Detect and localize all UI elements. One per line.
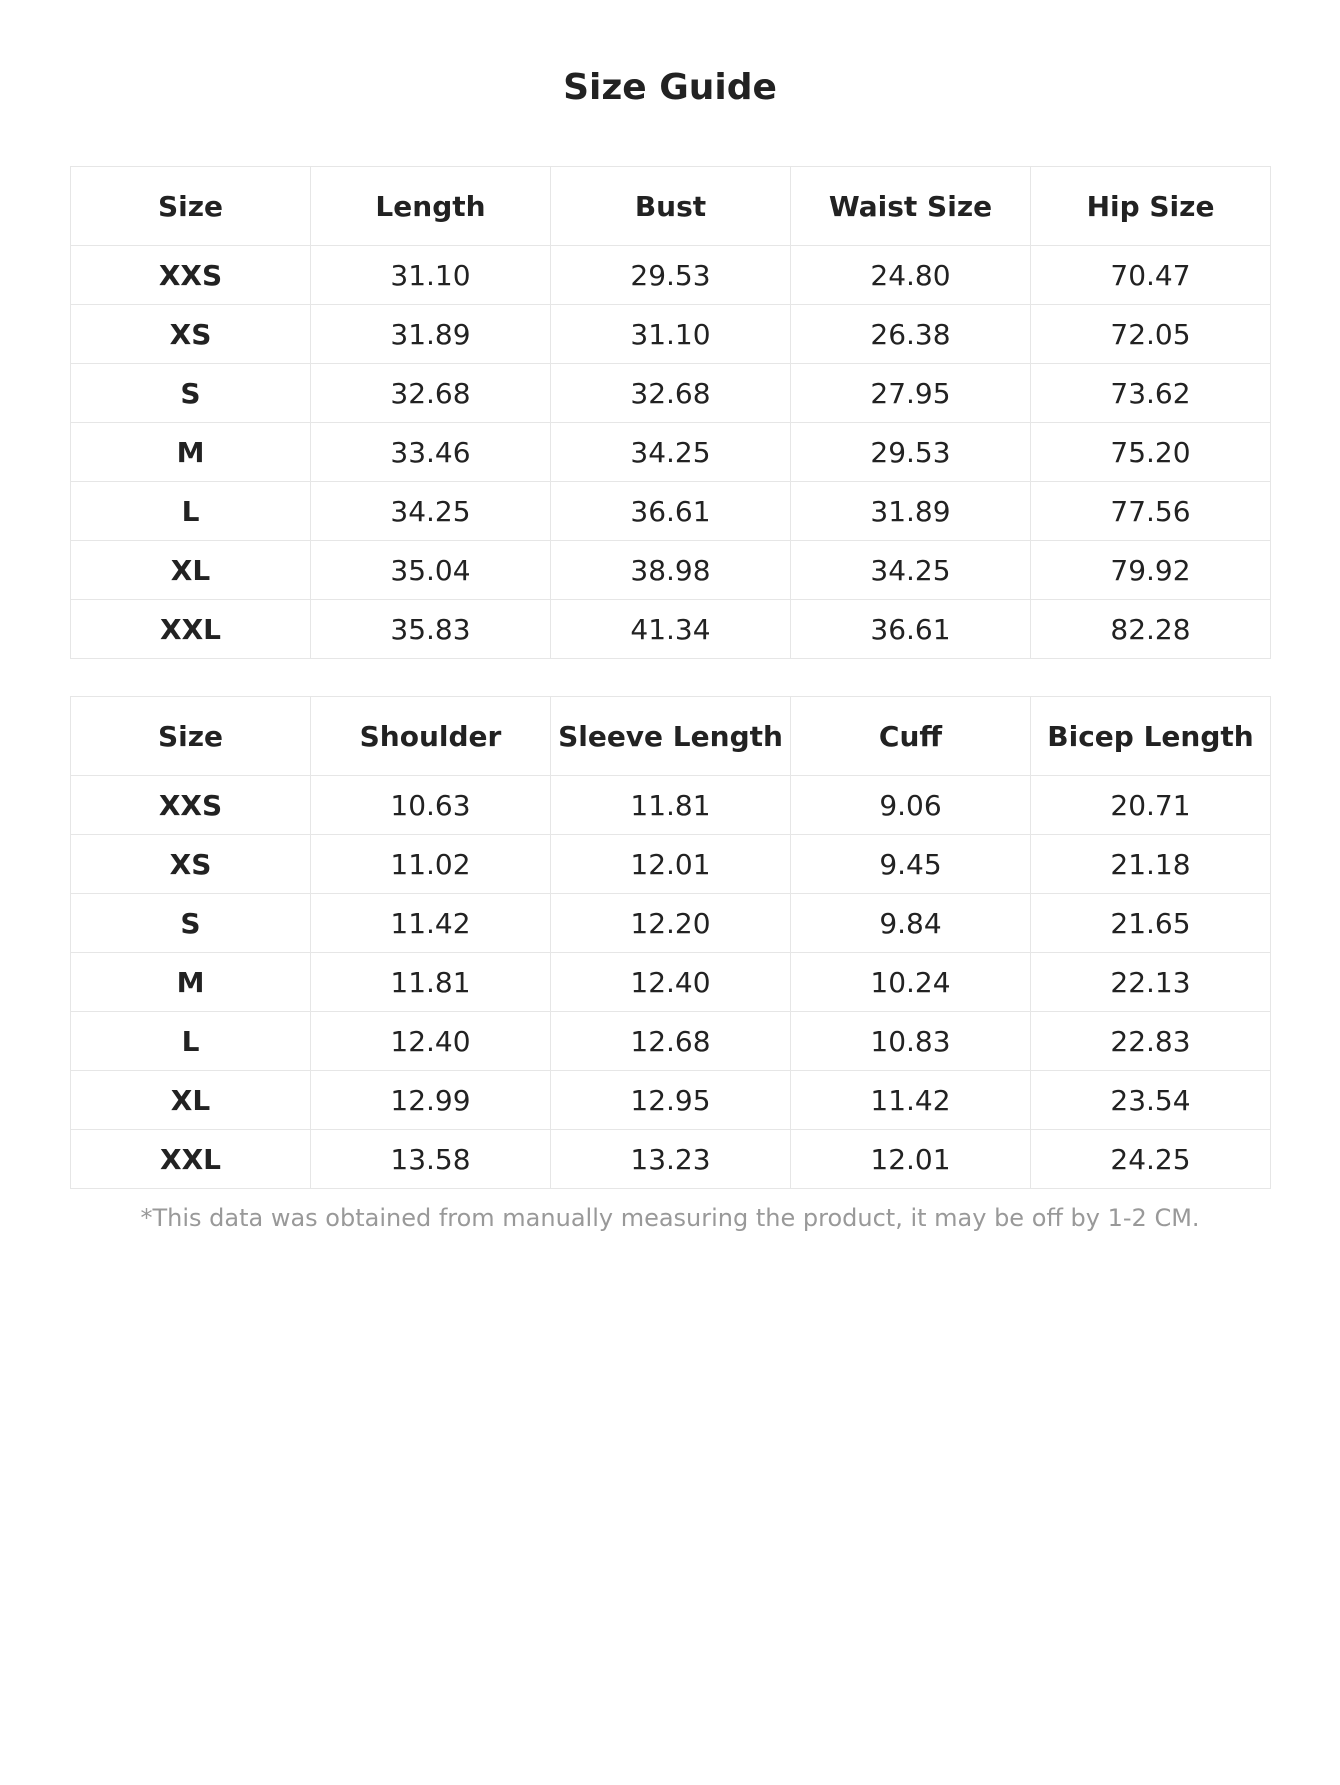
table-header-row <box>71 167 1271 246</box>
measurement-cell: 33.46 <box>311 423 551 482</box>
measurement-cell: 20.71 <box>1031 776 1271 835</box>
column-header: Shoulder <box>311 697 551 776</box>
measurement-cell: 12.01 <box>551 835 791 894</box>
table-row <box>71 364 1271 423</box>
measurement-cell: 34.25 <box>791 541 1031 600</box>
measurement-disclaimer: *This data was obtained from manually measuring the product, it may be off by 1-2 CM. <box>140 1204 1200 1232</box>
size-label-cell: S <box>71 364 311 423</box>
measurement-cell: 41.34 <box>551 600 791 659</box>
measurement-cell: 12.40 <box>311 1012 551 1071</box>
measurement-cell: 22.83 <box>1031 1012 1271 1071</box>
size-label-cell: XXL <box>71 1130 311 1189</box>
table-row <box>71 776 1271 835</box>
measurement-cell: 32.68 <box>311 364 551 423</box>
measurement-cell: 70.47 <box>1031 246 1271 305</box>
measurement-cell: 11.81 <box>311 953 551 1012</box>
measurement-cell: 10.63 <box>311 776 551 835</box>
measurement-cell: 12.01 <box>791 1130 1031 1189</box>
measurement-cell: 35.04 <box>311 541 551 600</box>
column-header: Waist Size <box>791 167 1031 246</box>
measurement-cell: 26.38 <box>791 305 1031 364</box>
size-table-body-measurements <box>70 166 1271 659</box>
column-header: Sleeve Length <box>551 697 791 776</box>
size-label-cell: XS <box>71 835 311 894</box>
measurement-cell: 36.61 <box>551 482 791 541</box>
measurement-cell: 32.68 <box>551 364 791 423</box>
measurement-cell: 75.20 <box>1031 423 1271 482</box>
measurement-cell: 38.98 <box>551 541 791 600</box>
measurement-cell: 12.68 <box>551 1012 791 1071</box>
measurement-cell: 10.83 <box>791 1012 1031 1071</box>
measurement-cell: 9.45 <box>791 835 1031 894</box>
size-label-cell: M <box>71 423 311 482</box>
table-header-row <box>71 697 1271 776</box>
measurement-cell: 11.02 <box>311 835 551 894</box>
size-label-cell: XS <box>71 305 311 364</box>
table-row <box>71 953 1271 1012</box>
measurement-cell: 23.54 <box>1031 1071 1271 1130</box>
table-row <box>71 305 1271 364</box>
measurement-cell: 12.95 <box>551 1071 791 1130</box>
measurement-cell: 9.84 <box>791 894 1031 953</box>
measurement-cell: 73.62 <box>1031 364 1271 423</box>
column-header: Cuff <box>791 697 1031 776</box>
table-row <box>71 541 1271 600</box>
measurement-cell: 13.23 <box>551 1130 791 1189</box>
measurement-cell: 21.65 <box>1031 894 1271 953</box>
measurement-cell: 12.99 <box>311 1071 551 1130</box>
table-row <box>71 1071 1271 1130</box>
measurement-cell: 31.10 <box>311 246 551 305</box>
measurement-cell: 31.10 <box>551 305 791 364</box>
table-row <box>71 423 1271 482</box>
column-header: Hip Size <box>1031 167 1271 246</box>
table-row <box>71 894 1271 953</box>
measurement-cell: 21.18 <box>1031 835 1271 894</box>
measurement-cell: 36.61 <box>791 600 1031 659</box>
measurement-cell: 29.53 <box>791 423 1031 482</box>
measurement-cell: 72.05 <box>1031 305 1271 364</box>
column-header: Bicep Length <box>1031 697 1271 776</box>
column-header: Size <box>71 167 311 246</box>
page-title: Size Guide <box>563 67 777 108</box>
measurement-cell: 11.42 <box>791 1071 1031 1130</box>
measurement-cell: 79.92 <box>1031 541 1271 600</box>
table-row <box>71 835 1271 894</box>
measurement-cell: 31.89 <box>311 305 551 364</box>
size-label-cell: L <box>71 482 311 541</box>
measurement-cell: 22.13 <box>1031 953 1271 1012</box>
table-row <box>71 600 1271 659</box>
measurement-cell: 82.28 <box>1031 600 1271 659</box>
measurement-cell: 77.56 <box>1031 482 1271 541</box>
size-label-cell: XXL <box>71 600 311 659</box>
measurement-cell: 11.81 <box>551 776 791 835</box>
table-row <box>71 246 1271 305</box>
size-table-sleeve-measurements <box>70 696 1271 1189</box>
size-label-cell: XXS <box>71 776 311 835</box>
measurement-cell: 12.20 <box>551 894 791 953</box>
measurement-cell: 9.06 <box>791 776 1031 835</box>
measurement-cell: 24.25 <box>1031 1130 1271 1189</box>
measurement-cell: 34.25 <box>551 423 791 482</box>
measurement-cell: 12.40 <box>551 953 791 1012</box>
table-row <box>71 1130 1271 1189</box>
size-label-cell: XXS <box>71 246 311 305</box>
size-label-cell: M <box>71 953 311 1012</box>
size-label-cell: L <box>71 1012 311 1071</box>
size-label-cell: XL <box>71 1071 311 1130</box>
measurement-cell: 13.58 <box>311 1130 551 1189</box>
size-label-cell: S <box>71 894 311 953</box>
measurement-cell: 35.83 <box>311 600 551 659</box>
column-header: Length <box>311 167 551 246</box>
table-row <box>71 482 1271 541</box>
measurement-cell: 11.42 <box>311 894 551 953</box>
measurement-cell: 34.25 <box>311 482 551 541</box>
measurement-cell: 31.89 <box>791 482 1031 541</box>
measurement-cell: 27.95 <box>791 364 1031 423</box>
measurement-cell: 24.80 <box>791 246 1031 305</box>
column-header: Size <box>71 697 311 776</box>
size-label-cell: XL <box>71 541 311 600</box>
column-header: Bust <box>551 167 791 246</box>
measurement-cell: 10.24 <box>791 953 1031 1012</box>
table-row <box>71 1012 1271 1071</box>
measurement-cell: 29.53 <box>551 246 791 305</box>
